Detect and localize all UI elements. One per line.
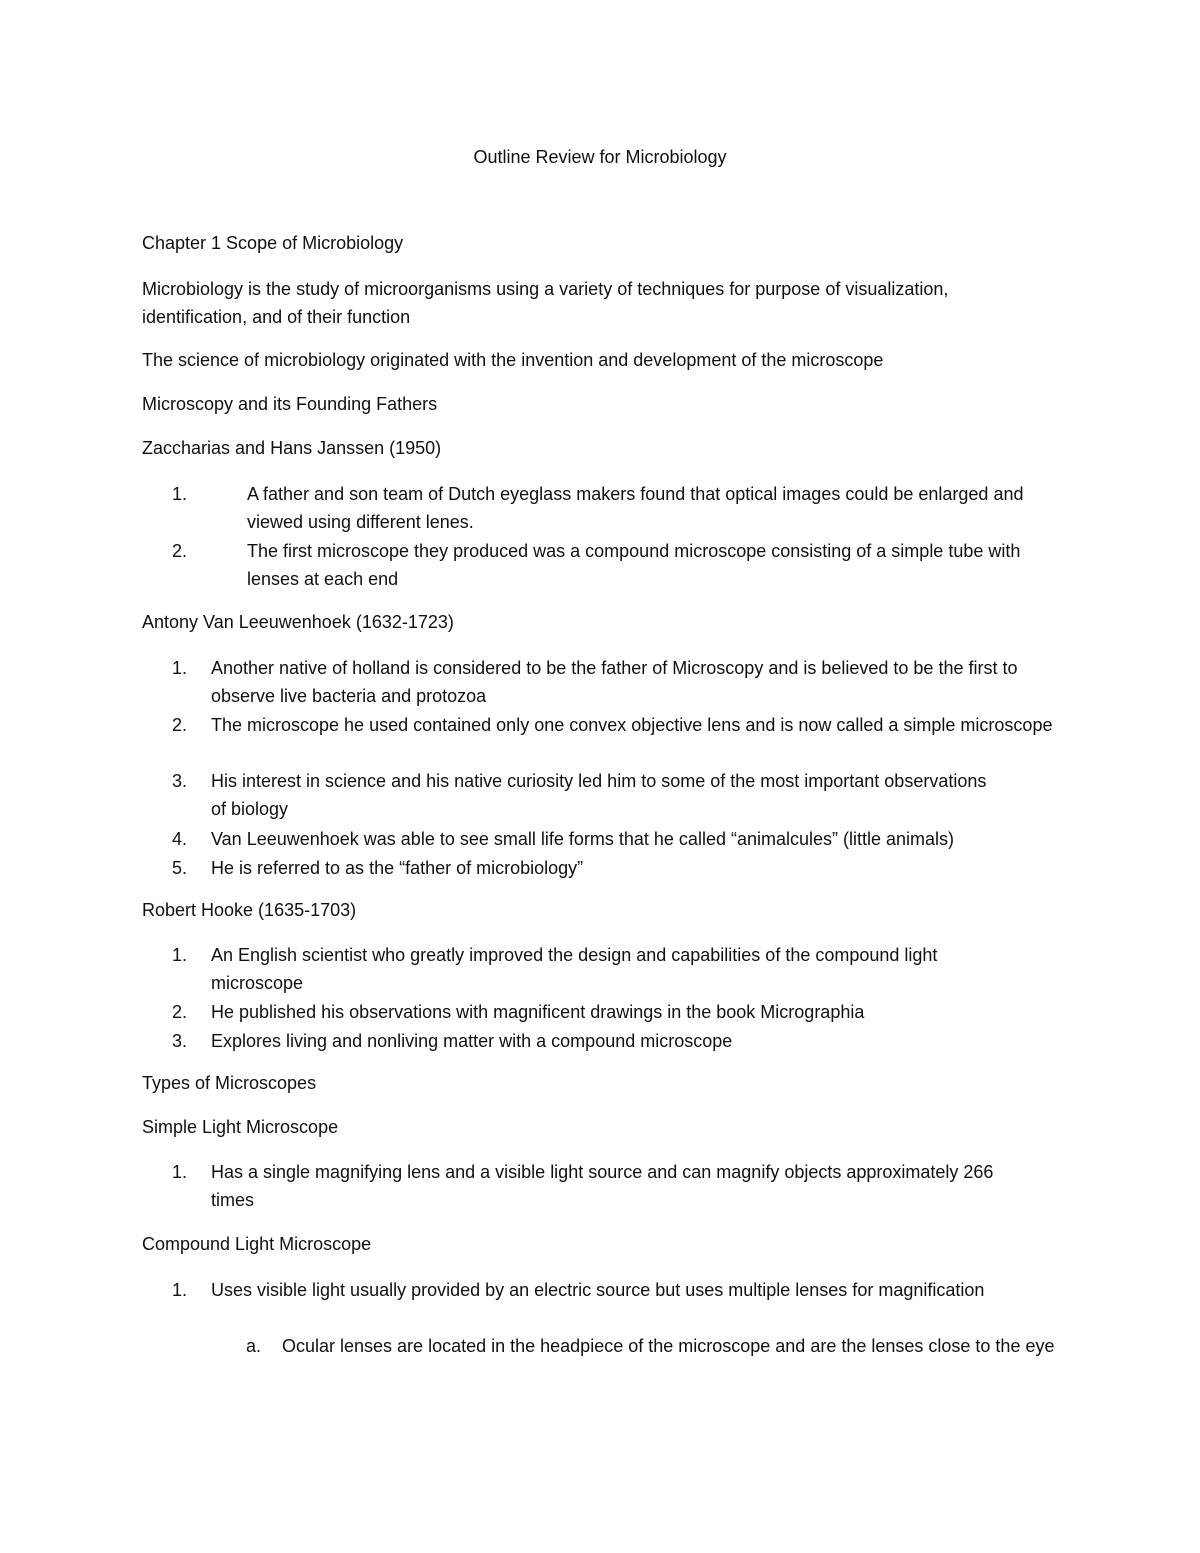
list-text: Another native of holland is considered to be the father of Microscopy and is believed to be the first to observe live bacteria and protozoa bbox=[211, 658, 1018, 706]
simple-microscope-heading: Simple Light Microscope bbox=[142, 1117, 339, 1137]
list-text: His interest in science and his native curiosity led him to some of the most important observations of biology bbox=[211, 771, 987, 819]
list-text: Has a single magnifying lens and a visible light source and can magnify objects approximately 266 times bbox=[211, 1162, 994, 1210]
list-text: A father and son team of Dutch eyeglass makers found that optical images could be enlarged and viewed using different lenes. bbox=[247, 484, 1024, 532]
list-number: 4. bbox=[172, 829, 188, 849]
list-text: Uses visible light usually provided by an electric source but uses multiple lenses for magnification bbox=[211, 1280, 985, 1300]
hooke-heading: Robert Hooke (1635-1703) bbox=[142, 900, 357, 920]
chapter-heading: Chapter 1 Scope of Microbiology bbox=[142, 233, 404, 253]
list-number: 1. bbox=[172, 484, 188, 504]
founders-heading: Microscopy and its Founding Fathers bbox=[142, 394, 438, 414]
list-text: Explores living and nonliving matter with a compound microscope bbox=[211, 1031, 733, 1051]
list-text: Van Leeuwenhoek was able to see small life forms that he called “animalcules” (little animals) bbox=[211, 829, 955, 849]
list-text: He published his observations with magnificent drawings in the book Micrographia bbox=[211, 1002, 865, 1022]
list-text: He is referred to as the “father of microbiology” bbox=[211, 858, 584, 878]
list-text: The microscope he used contained only one convex objective lens and is now called a simple microscope bbox=[211, 715, 1053, 735]
leeuwenhoek-heading: Antony Van Leeuwenhoek (1632-1723) bbox=[142, 612, 454, 632]
list-number: 1. bbox=[172, 1280, 188, 1300]
list-number: 2. bbox=[172, 1002, 188, 1022]
list-number: 5. bbox=[172, 858, 188, 878]
list-text: The first microscope they produced was a compound microscope consisting of a simple tube with lenses at each end bbox=[247, 541, 1021, 589]
list-number: 3. bbox=[172, 1031, 188, 1051]
definition-text: Microbiology is the study of microorganisms using a variety of techniques for purpose of visualization, identification, and of their function bbox=[142, 279, 949, 327]
types-heading: Types of Microscopes bbox=[142, 1073, 317, 1093]
list-number: 2. bbox=[172, 715, 188, 735]
sub-list-text: Ocular lenses are located in the headpiece of the microscope and are the lenses close to the eye bbox=[282, 1336, 1055, 1356]
sub-list-letter: a. bbox=[246, 1336, 262, 1356]
document-title: Outline Review for Microbiology bbox=[473, 147, 727, 167]
list-number: 1. bbox=[172, 658, 188, 678]
list-number: 3. bbox=[172, 771, 188, 791]
list-number: 1. bbox=[172, 945, 188, 965]
list-number: 1. bbox=[172, 1162, 188, 1182]
list-number: 2. bbox=[172, 541, 188, 561]
list-text: An English scientist who greatly improved the design and capabilities of the compound light microscope bbox=[211, 945, 938, 993]
compound-microscope-heading: Compound Light Microscope bbox=[142, 1234, 372, 1254]
janssen-heading: Zaccharias and Hans Janssen (1950) bbox=[142, 438, 442, 458]
origin-paragraph: The science of microbiology originated with the invention and development of the microscope bbox=[142, 350, 884, 370]
